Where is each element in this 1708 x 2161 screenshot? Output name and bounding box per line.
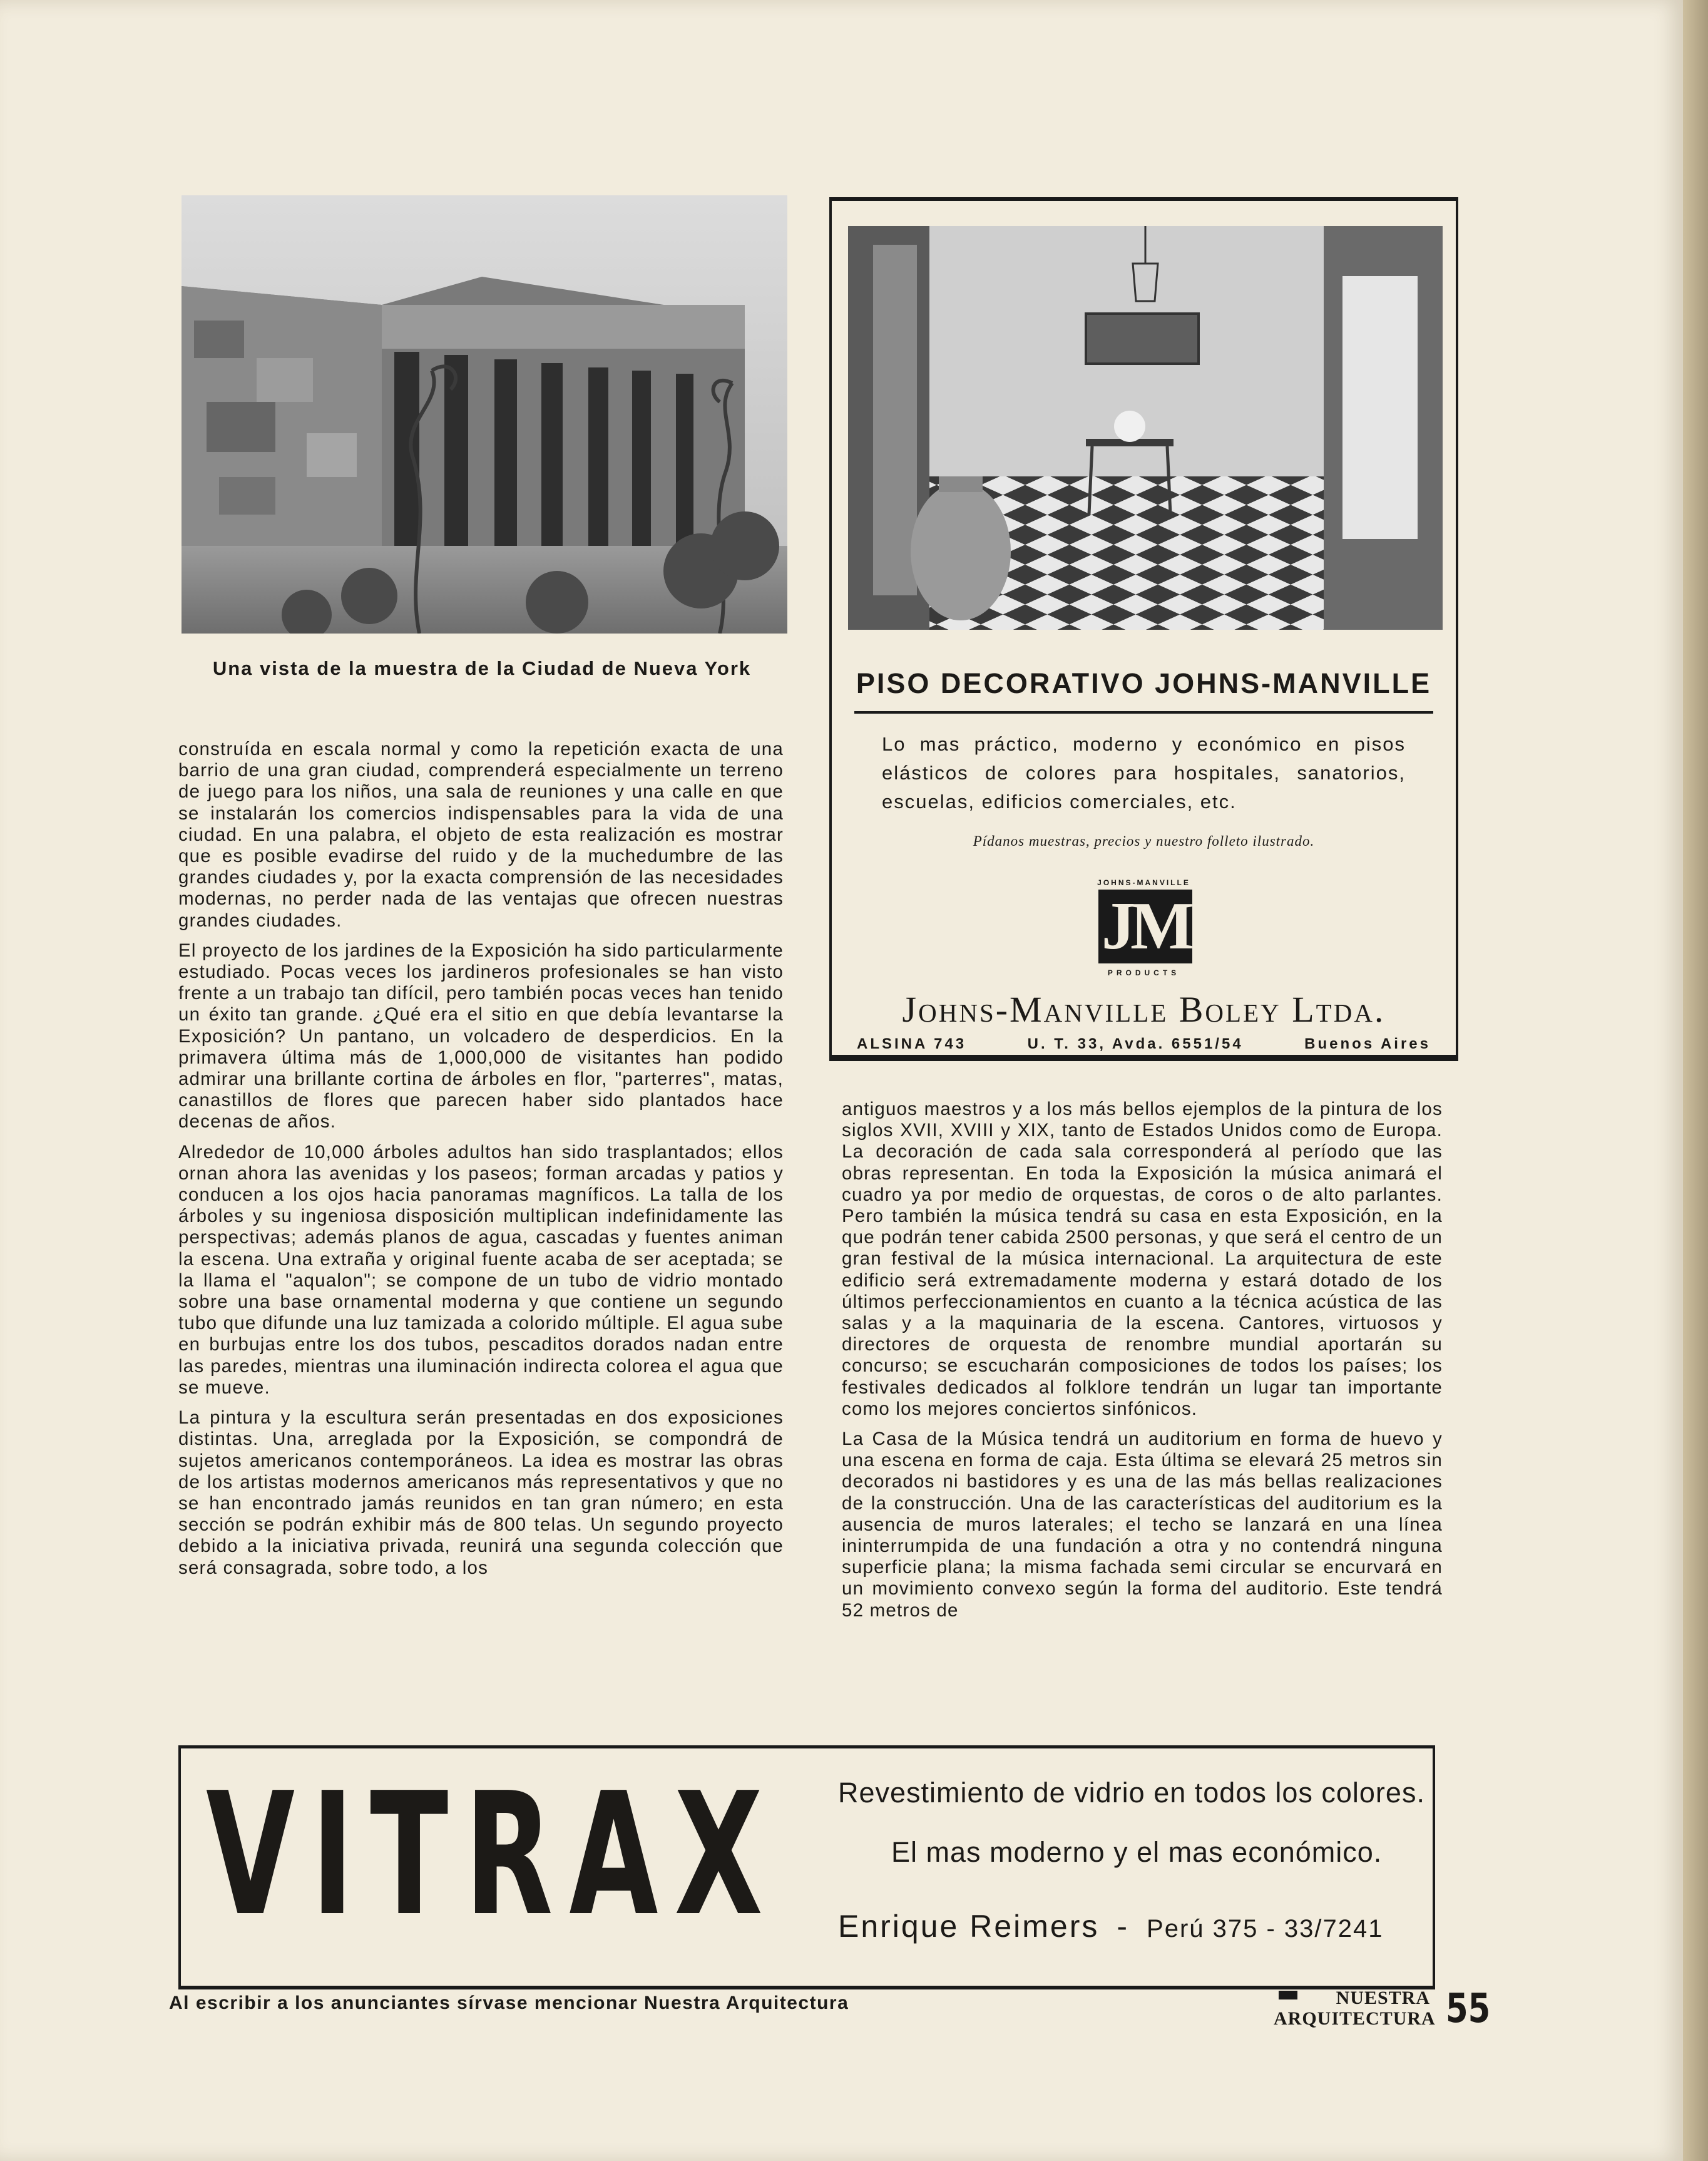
left-text-column	[178, 739, 784, 1588]
magazine-name-line-2: ARQUITECTURA	[1274, 2008, 1436, 2029]
exhibition-building-photo	[182, 195, 787, 634]
ad-note: Pídanos muestras, precios y nuestro folleto ilustrado.	[973, 833, 1315, 849]
company-name: Johns-Manville Boley Ltda.	[902, 989, 1386, 1030]
paragraph: La pintura y la escultura serán presentadas en dos exposiciones distintas. Una, arreglada por la Exposición, se compondrá de sujetos americanos contemporáneos. La idea es mostrar las obras de los artistas modernos americanos más representativos y que no se han encontrado jamás reunidos en tan gran número; en esta sección se podrán exhibir más de 800 telas. Un segundo proyecto debido a la iniciativa privada, reunirá una segunda colección que será consagrada, sobre todo, a los	[178, 1407, 784, 1578]
address-city: Buenos Aires	[1304, 1035, 1431, 1052]
vitrax-contact	[838, 1908, 1384, 1944]
contact-address: Perú 375 - 33/7241	[1147, 1915, 1384, 1943]
vitrax-advertisement	[178, 1745, 1435, 1989]
vitrax-tagline-1: Revestimiento de vidrio en todos los colores.	[838, 1777, 1425, 1809]
logo-top-text: JOHNS-MANVILLE	[1097, 878, 1190, 887]
page-edge	[1683, 0, 1708, 2161]
johns-manville-logo: JM	[1098, 890, 1192, 963]
paragraph: El proyecto de los jardines de la Exposición ha sido particularmente estudiado. Pocas veces los jardineros profesionales se han visto frente a un trabajo tan difícil, pero también pocas veces han tenido un éxito tan grande. ¿Qué era el sitio en que debía levantarse la Exposición? Un pantano, un volcadero de desperdicios. En la primavera última más de 1,000,000 de visitantes han podido admirar una brillante cortina de árboles en flor, "parterres", matas, canastillos de flores que parecen haber sido plantados hace decenas de años.	[178, 940, 784, 1132]
paragraph: La Casa de la Música tendrá un auditorium en forma de huevo y una escena en forma de caja. Esta última se elevará 25 metros sin decorados ni bastidores y es una de las más bellas realizaciones de la construcción. Una de las características del auditorium es la ausencia de muros laterales; el techo se lanzará en una línea ininterrumpida de una fundación a otra y no contendrá ninguna superficie plana; la misma fachada semi circular se encurvará en un movimiento convexo según la forma del auditorio. Este tendrá 52 metros de	[842, 1429, 1443, 1621]
address-street: ALSINA 743	[857, 1035, 967, 1052]
hallway-floor-photo	[848, 226, 1443, 630]
paragraph: construída en escala normal y como la repetición exacta de una barrio de una gran ciudad, comprenderá especialmente un terreno de juego para los niños, una sala de reuniones y una calle en que se instalarán los comercios indispensables para la vida de una ciudad. En una palabra, el objeto de esta realización es mostrar que es posible evadirse del ruido y de la muchedumbre de las grandes ciudades y, por la exacta comprensión de las necesidades modernas, no perder nada de las ventajas que ofrecen nuestras grandes ciudades.	[178, 739, 784, 931]
johns-manville-advertisement	[829, 197, 1458, 1061]
company-address	[857, 1035, 1431, 1053]
vitrax-brand: VITRAX	[206, 1756, 779, 1953]
magazine-name	[1274, 1988, 1436, 2029]
vitrax-tagline-2: El mas moderno y el mas económico.	[891, 1836, 1383, 1868]
page-number: 55	[1446, 1986, 1491, 2032]
photo-caption: Una vista de la muestra de la Ciudad de Nueva York	[212, 657, 752, 679]
address-phone: U. T. 33, Avda. 6551/54	[1027, 1035, 1244, 1052]
paragraph: antiguos maestros y a los más bellos ejemplos de la pintura de los siglos XVII, XVIII y XIX, tanto de Estados Unidos como de Europa. La decoración de cada sala corresponderá al período que las obras representan. En toda la Exposición la música animará el cuadro ya por medio de orquestas, de coros o de alto parlantes. Pero también la música tendrá su casa en esta Exposición, en la que podrán tener cabida 2500 personas, y que será el centro de un gran festival de la música internacional. La arquitectura de este edificio será extremadamente moderna y estará dotado de los últimos perfeccionamientos en cuanto a la técnica acústica de las salas y a la maquinaria de la escena. Cantores, virtuosos y directores de orquesta de renombre mundial aportarán su concurso; se escucharán composiciones de todos los países; los festivales dedicados al folklore tendrán un lugar tan importante como los mejores conciertos sinfónicos.	[842, 1099, 1443, 1419]
advertisers-note: Al escribir a los anunciantes sírvase mencionar Nuestra Arquitectura	[169, 1993, 849, 2013]
magazine-name-line-1: NUESTRA	[1336, 1988, 1430, 2008]
ad-body: Lo mas práctico, moderno y económico en pisos elásticos de colores para hospitales, sanatorios, escuelas, edificios comerciales, etc.	[882, 733, 1406, 813]
contact-separator: -	[1117, 1909, 1130, 1944]
right-text-column	[842, 1099, 1443, 1630]
ad-title: PISO DECORATIVO JOHNS-MANVILLE	[856, 667, 1432, 699]
divider	[854, 711, 1433, 714]
contact-name: Enrique Reimers	[838, 1909, 1100, 1944]
paragraph: Alrededor de 10,000 árboles adultos han sido trasplantados; ellos ornan ahora las avenidas y los paseos; forman arcadas y patios y conducen a los ojos hacia panoramas magníficos. La talla de los árboles y su ingeniosa disposición multiplican indefinidamente las perspectivas; además planos de agua, cascadas y fuentes animan la escena. Una extraña y original fuente acaba de ser aceptada; se la llama el "aqualon"; se compone de un tubo de vidrio montado sobre una base ornamental moderna y que contiene un segundo tubo que difunde una luz tamizada a colorido múltiple. El agua sube en burbujas entre los dos tubos, pescaditos dorados nadan entre las paredes, mientras una iluminación indirecta colorea el agua que se mueve.	[178, 1141, 784, 1398]
logo-bottom-text: PRODUCTS	[1107, 968, 1180, 977]
